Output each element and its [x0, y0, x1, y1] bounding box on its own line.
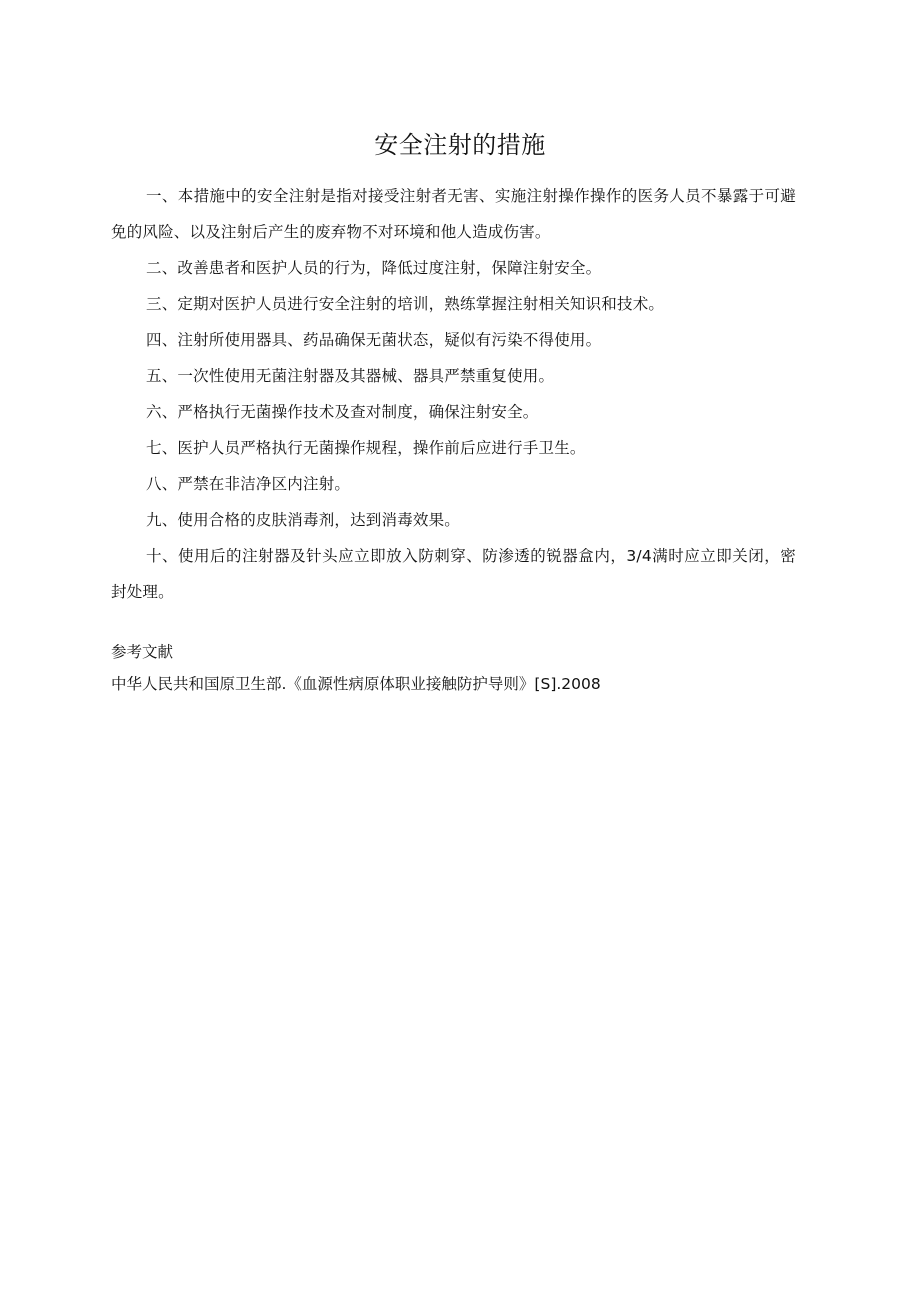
- paragraph-5: 五、一次性使用无菌注射器及其器械、器具严禁重复使用。: [146, 367, 555, 385]
- references-heading: 参考文献: [111, 643, 174, 661]
- paragraph-3: 三、定期对医护人员进行安全注射的培训，熟练掌握注射相关知识和技术。: [146, 295, 665, 313]
- paragraph-6: 六、严格执行无菌操作技术及查对制度，确保注射安全。: [146, 403, 539, 421]
- paragraph-2: 二、改善患者和医护人员的行为，降低过度注射，保障注射安全。: [146, 259, 602, 277]
- document-title: 安全注射的措施: [374, 131, 546, 159]
- paragraph-10: 十、使用后的注射器及针头应立即放入防刺穿、防渗透的锐器盒内，3/4满时应立即关闭，密封处理。: [111, 547, 796, 601]
- paragraph-1: 一、本措施中的安全注射是指对接受注射者无害、实施注射操作操作的医务人员不暴露于可避免的风险、以及注射后产生的废弃物不对环境和他人造成伤害。: [111, 187, 796, 241]
- paragraph-9: 九、使用合格的皮肤消毒剂，达到消毒效果。: [146, 511, 461, 529]
- paragraph-7: 七、医护人员严格执行无菌操作规程，操作前后应进行手卫生。: [146, 439, 586, 457]
- reference-item: 中华人民共和国原卫生部.《血源性病原体职业接触防护导则》[S].2008: [111, 675, 601, 693]
- references-section: [111, 636, 811, 700]
- paragraph-4: 四、注射所使用器具、药品确保无菌状态，疑似有污染不得使用。: [146, 331, 602, 349]
- paragraph-8: 八、严禁在非洁净区内注射。: [146, 475, 351, 493]
- document-body: [111, 178, 796, 610]
